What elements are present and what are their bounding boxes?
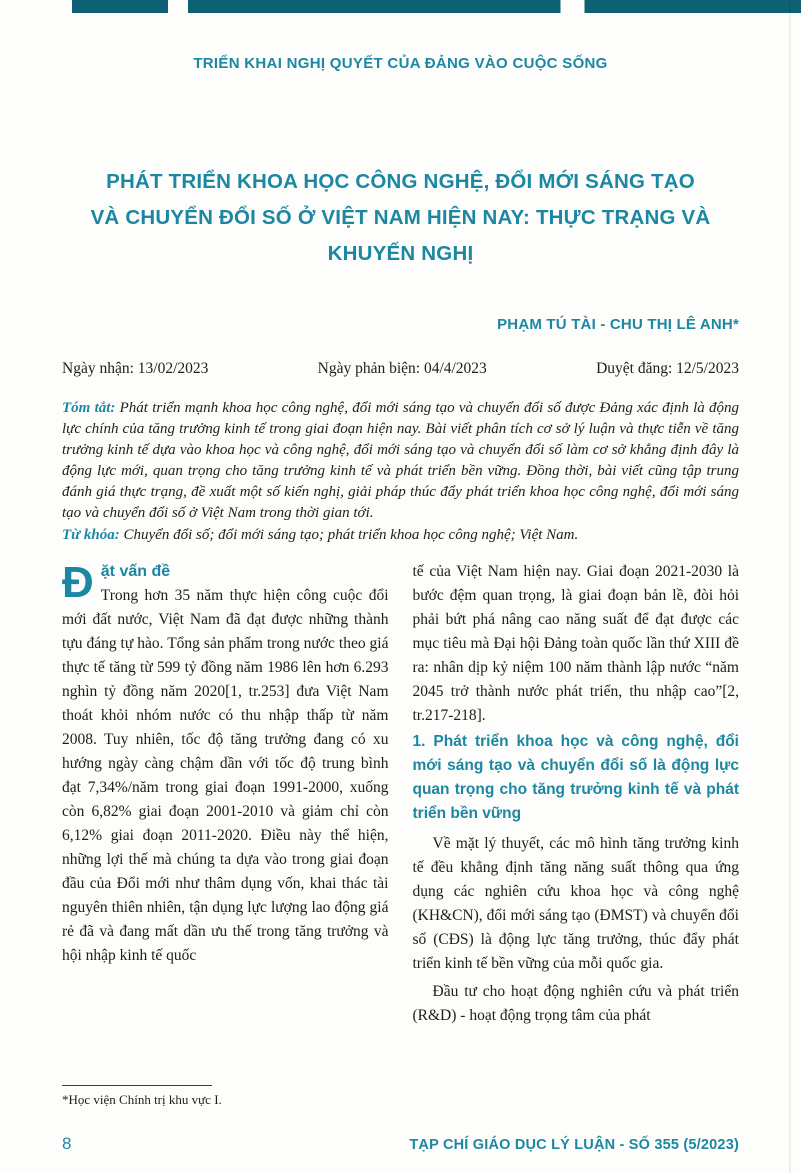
right-paragraph-1: tế của Việt Nam hiện nay. Giai đoạn 2021-2030 là bước đệm quan trọng, là giai đoạn bản lề, đòi hỏi phải bứt phá nâng cao năng suất để đạt được các mục tiêu mà Đại hội Đảng toàn quốc lần thứ XIII đề ra: nhân dịp kỷ niệm 100 năm thành lập nước “năm 2045 trở thành nước phát triển, thu nhập cao”[2, tr.217-218]. xyxy=(412,563,739,724)
journal-footer-title: TẠP CHÍ GIÁO DỤC LÝ LUẬN - SỐ 355 (5/2023) xyxy=(409,1137,739,1153)
scan-top-edge xyxy=(0,0,801,13)
date-received: Ngày nhận: 13/02/2023 xyxy=(62,360,209,377)
article-authors: PHẠM TÚ TÀI - CHU THỊ LÊ ANH* xyxy=(497,316,739,333)
abstract-text: Phát triển mạnh khoa học công nghệ, đổi mới sáng tạo và chuyển đổi số được Đảng xác định là động lực chính của tăng trưởng kinh tế trong giai đoạn hiện nay. Bài viết phân tích cơ sở lý luận và thực tiễn về tăng trưởng kinh tế dựa vào khoa học và công nghệ, đổi mới sáng tạo và chuyển đổi số làm cơ sở khẳng định đây là động lực mới, quan trọng cho tăng trưởng kinh tế và phát triển bền vững. Đồng thời, bài viết cũng tập trung đánh giá thực trạng, đề xuất một số kiến nghị, giải pháp thúc đẩy phát triển khoa học công nghệ, đổi mới sáng tạo và chuyển đổi số ở Việt Nam trong thời gian tới. xyxy=(62,400,739,521)
abstract-block xyxy=(62,398,739,524)
footnote-rule xyxy=(62,1085,212,1086)
section-1-heading: 1. Phát triển khoa học và công nghệ, đổi mới sáng tạo và chuyển đổi số là động lực quan trọng cho tăng trưởng kinh tế và phát triển bền vững xyxy=(412,733,739,822)
article-title xyxy=(58,164,743,272)
right-paragraph-3: Đầu tư cho hoạt động nghiên cứu và phát triển (R&D) - hoạt động trọng tâm của phát xyxy=(412,983,739,1024)
keywords-block xyxy=(62,525,739,546)
page-number: 8 xyxy=(62,1134,72,1153)
journal-section-banner: TRIỂN KHAI NGHỊ QUYẾT CỦA ĐẢNG VÀO CUỘC SỐNG xyxy=(193,55,608,72)
left-paragraph-1: Trong hơn 35 năm thực hiện công cuộc đổi mới đất nước, Việt Nam đã đạt được những thành tựu đáng tự hào. Tổng sản phẩm trong nước theo giá thực tế tăng từ 599 tỷ đồng năm 1986 lên hơn 6.293 nghìn tỷ đồng năm 2020[1, tr.253] đưa Việt Nam thoát khỏi nhóm nước có thu nhập thấp từ năm 2008. Tuy nhiên, tốc độ tăng trưởng đang có xu hướng ngày càng chậm dần với tốc độ trung bình đạt 7,34%/năm trong giai đoạn 1991-2000, xuống còn 6,82% giai đoạn 2001-2010 và giảm chỉ còn 6,12% giai đoạn 2011-2020. Điều này thể hiện, những lợi thế mà chúng ta dựa vào trong giai đoạn đầu của Đổi mới như thâm dụng vốn, khai thác tài nguyên thiên nhiên, tận dụng lực lượng lao động giá rẻ đã và đang mất dần ưu thế trong tăng trưởng và hội nhập kinh tế quốc xyxy=(62,587,389,964)
right-paragraph-2: Về mặt lý thuyết, các mô hình tăng trưởng kinh tế đều khẳng định tăng năng suất thông qua ứng dụng các nghiên cứu khoa học và công nghệ (KH&CN), đổi mới sáng tạo (ĐMST) và chuyển đổi số (CĐS) là động lực tăng trưởng, thúc đẩy phát triển kinh tế bền vững của mỗi quốc gia. xyxy=(412,835,739,972)
date-approved: Duyệt đăng: 12/5/2023 xyxy=(596,360,739,377)
scan-edge-artifact xyxy=(789,0,791,1173)
footnote-text: *Học viện Chính trị khu vực I. xyxy=(62,1092,222,1107)
body-columns xyxy=(62,560,739,1112)
footnote xyxy=(62,1085,389,1112)
abstract-label: Tóm tắt: xyxy=(62,400,116,416)
left-column xyxy=(62,560,389,1112)
page-footer xyxy=(62,1134,739,1154)
intro-heading: ặt vấn đề xyxy=(100,563,171,580)
keywords-text: Chuyển đổi số; đổi mới sáng tạo; phát triển khoa học công nghệ; Việt Nam. xyxy=(119,527,579,543)
section-intro xyxy=(62,560,389,968)
article-dates-row xyxy=(62,360,739,378)
date-reviewed: Ngày phản biện: 04/4/2023 xyxy=(317,360,487,377)
article-title-line-2: VÀ CHUYỂN ĐỔI SỐ Ở VIỆT NAM HIỆN NAY: THỰC TRẠNG VÀ KHUYẾN NGHỊ xyxy=(90,206,711,265)
article-title-line-1: PHÁT TRIỂN KHOA HỌC CÔNG NGHỆ, ĐỔI MỚI SÁNG TẠO xyxy=(106,170,695,193)
dropcap-letter: Đ xyxy=(62,560,94,607)
right-column xyxy=(413,560,740,1112)
keywords-label: Từ khóa: xyxy=(62,527,120,543)
